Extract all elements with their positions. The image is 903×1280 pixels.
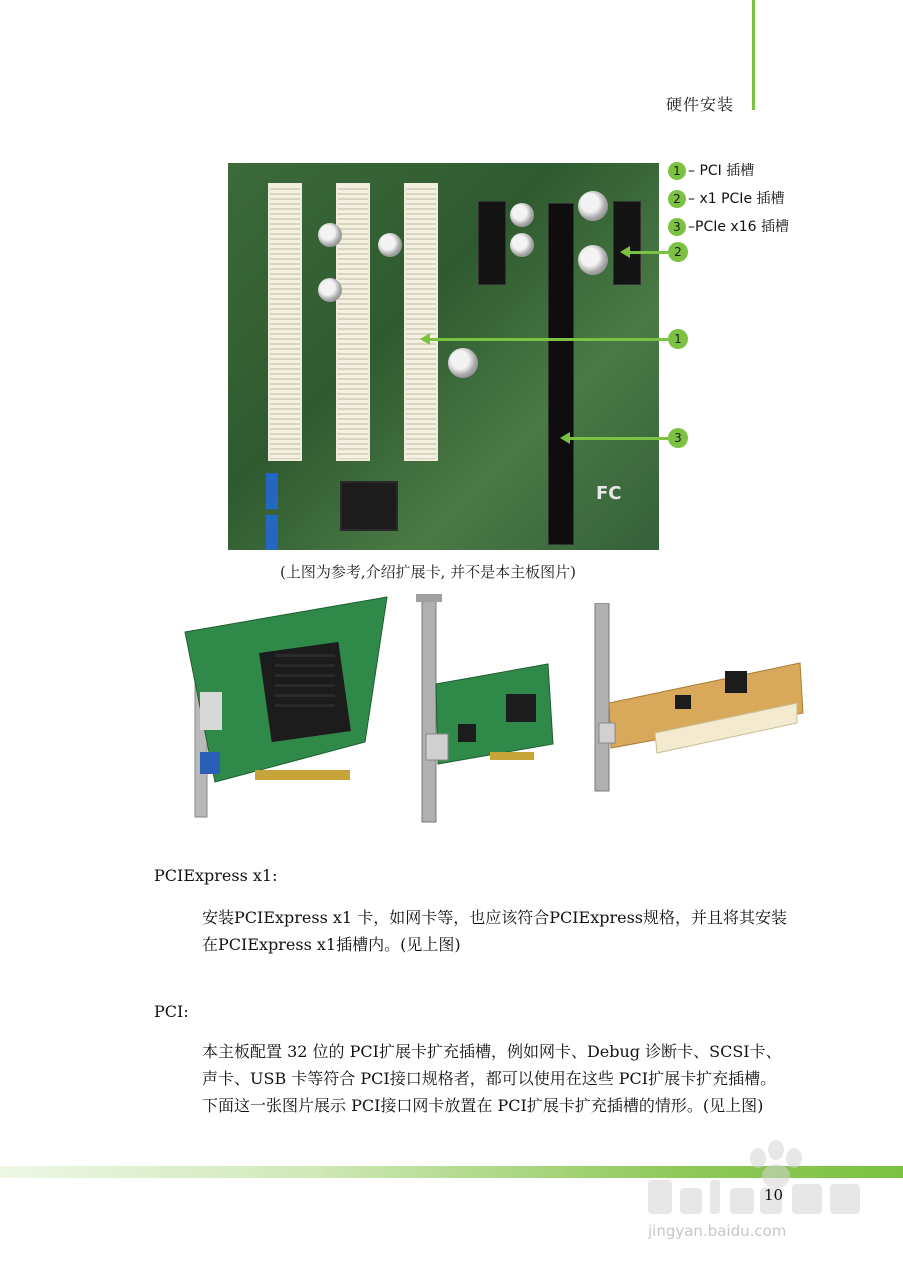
legend-badge: 2 xyxy=(668,190,686,208)
section-title-pci: PCI: xyxy=(154,1002,189,1021)
header-accent-line xyxy=(752,0,755,110)
legend-label: – x1 PCIe 插槽 xyxy=(688,191,785,207)
watermark-url: jingyan.baidu.com xyxy=(648,1222,787,1240)
legend-badge: 1 xyxy=(668,162,686,180)
header-connector xyxy=(266,473,278,509)
capacitor xyxy=(448,348,478,378)
pci-slot xyxy=(404,183,438,461)
callout-badge-1: 1 xyxy=(668,329,688,349)
legend-item-x1-pcie xyxy=(668,188,785,208)
section-title-pciexpress-x1: PCIExpress x1: xyxy=(154,866,278,885)
callout-badge-3: 3 xyxy=(668,428,688,448)
pci-card-photo xyxy=(565,603,805,793)
capacitor xyxy=(318,223,342,247)
legend-label: – PCI 插槽 xyxy=(688,163,755,179)
page-header-title: 硬件安装 xyxy=(666,95,735,114)
graphics-card-photo xyxy=(155,592,395,824)
network-card-photo xyxy=(398,594,558,826)
figure-caption: (上图为参考,介绍扩展卡, 并不是本主板图片) xyxy=(280,563,577,581)
capacitor xyxy=(318,278,342,302)
chipset xyxy=(340,481,398,531)
pci-slot xyxy=(268,183,302,461)
legend-item-pci xyxy=(668,160,754,180)
pcie-x1-slot xyxy=(478,201,506,285)
callout-arrow-1 xyxy=(430,338,668,341)
pci-slot xyxy=(336,183,370,461)
page-number: 10 xyxy=(764,1186,784,1204)
legend-label: –PCIe x16 插槽 xyxy=(688,219,789,235)
capacitor xyxy=(578,191,608,221)
pcie-x1-slot xyxy=(613,201,641,285)
callout-arrow-2 xyxy=(628,251,668,254)
capacitor xyxy=(578,245,608,275)
callout-badge-2: 2 xyxy=(668,242,688,262)
callout-arrow-3 xyxy=(570,437,668,440)
arrow-head-icon xyxy=(560,432,570,444)
legend-badge: 3 xyxy=(668,218,686,236)
header-connector xyxy=(266,515,278,550)
arrow-head-icon xyxy=(620,246,630,258)
pcie-x16-slot xyxy=(548,203,574,545)
capacitor xyxy=(510,233,534,257)
section-paragraph-pciexpress-x1: 安装PCIExpress x1 卡，如网卡等，也应该符合PCIExpress规格，并且将其安装在PCIExpress x1插槽内。(见上图) xyxy=(202,908,788,954)
section-paragraph-pci: 本主板配置 32 位的 PCI扩展卡扩充插槽，例如网卡、Debug 诊断卡、SCSI卡、声卡、USB 卡等符合 PCI接口规格者，都可以使用在这些 PCI扩展卡扩充插槽。下面这一张图片展示 PCI接口网卡放置在 PCI扩展卡扩充插槽的情形。(见上图) xyxy=(202,1042,782,1115)
arrow-head-icon xyxy=(420,333,430,345)
motherboard-photo xyxy=(228,163,659,550)
baidu-watermark-logo xyxy=(640,1140,870,1260)
capacitor xyxy=(378,233,402,257)
board-label: FC xyxy=(596,483,622,504)
legend-item-x16-pcie xyxy=(668,216,789,236)
capacitor xyxy=(510,203,534,227)
